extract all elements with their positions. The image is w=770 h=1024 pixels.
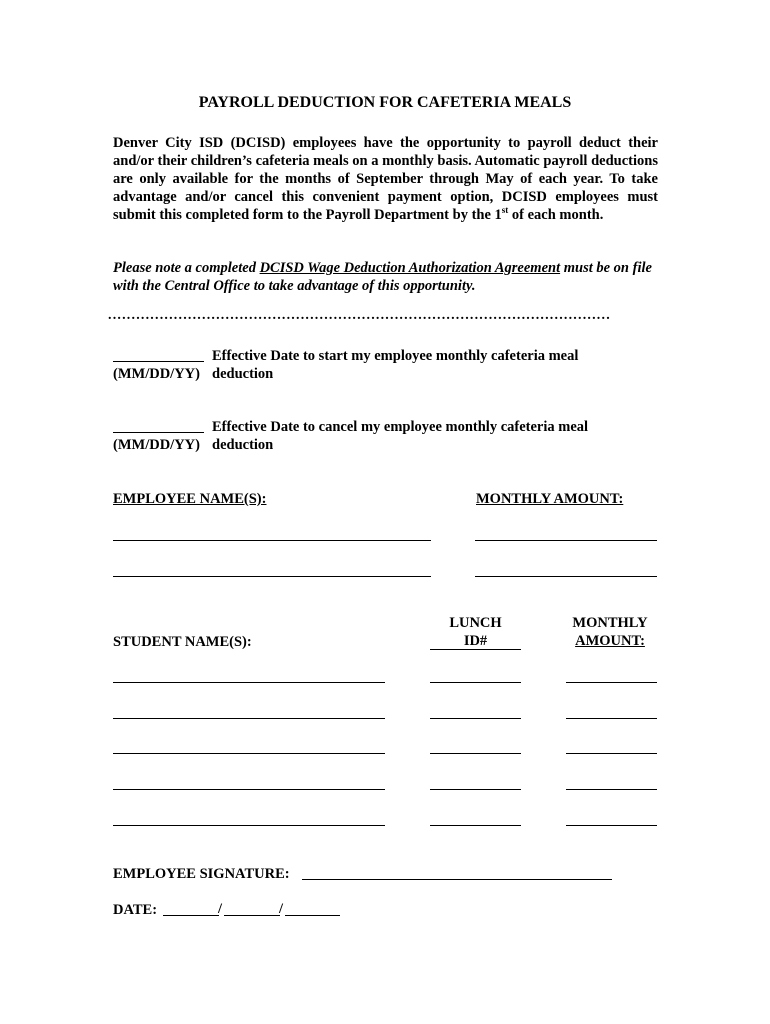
student-name-field-2[interactable] <box>113 718 385 719</box>
employee-name-header: EMPLOYEE NAME(S): <box>113 491 267 507</box>
lunch-id-field-2[interactable] <box>430 718 521 719</box>
note-text-end: must be on file with the Central Office to take advantage of this opportunity. <box>113 260 652 294</box>
start-date-field[interactable] <box>113 361 204 362</box>
start-date-label-cont: deduction <box>212 366 274 382</box>
student-amount-header-line2: AMOUNT: <box>575 633 645 649</box>
lunch-id-field-4[interactable] <box>430 789 521 790</box>
student-name-field-1[interactable] <box>113 682 385 683</box>
student-name-header: STUDENT NAME(S): <box>113 634 252 650</box>
cancel-date-format: (MM/DD/YY) <box>113 437 200 453</box>
employee-name-field-2[interactable] <box>113 576 431 577</box>
student-amount-field-3[interactable] <box>566 753 657 754</box>
lunch-id-header <box>430 632 521 650</box>
student-name-field-4[interactable] <box>113 789 385 790</box>
note-paragraph <box>113 259 658 295</box>
student-amount-field-2[interactable] <box>566 718 657 719</box>
student-name-field-5[interactable] <box>113 825 385 826</box>
start-date-format: (MM/DD/YY) <box>113 366 200 382</box>
wage-agreement-reference: DCISD Wage Deduction Authorization Agreement <box>259 260 561 276</box>
student-amount-field-4[interactable] <box>566 789 657 790</box>
lunch-id-field-1[interactable] <box>430 682 521 683</box>
date-separator-1: / <box>218 901 223 917</box>
employee-amount-field-1[interactable] <box>475 540 657 541</box>
date-label: DATE: <box>113 902 158 918</box>
cancel-date-label-cont: deduction <box>212 437 274 453</box>
dotted-divider: ........................................................................................................... <box>108 308 611 323</box>
lunch-id-field-5[interactable] <box>430 825 521 826</box>
student-amount-field-5[interactable] <box>566 825 657 826</box>
intro-text: Denver City ISD (DCISD) employees have the opportunity to payroll deduct their and/or their children’s cafeteria meals on a monthly basis. Automatic payroll deductions are only available for the months of September through May of each year. To take advantage and/or cancel this convenient payment option, DCISD employees must submit this completed form to the Payroll Department by the 1 <box>113 135 658 223</box>
student-amount-header-line1: MONTHLY <box>572 615 648 631</box>
note-text: Please note a completed <box>113 260 260 276</box>
intro-paragraph <box>113 134 658 224</box>
signature-field[interactable] <box>302 879 612 880</box>
intro-text-end: of each month. <box>508 207 604 223</box>
date-separator-2: / <box>279 901 284 917</box>
employee-amount-field-2[interactable] <box>475 576 657 577</box>
page-title: PAYROLL DEDUCTION FOR CAFETERIA MEALS <box>198 94 572 111</box>
lunch-id-header-label: ID# <box>430 633 521 650</box>
student-name-field-3[interactable] <box>113 753 385 754</box>
cancel-date-label: Effective Date to cancel my employee monthly cafeteria meal <box>212 419 589 435</box>
lunch-id-field-3[interactable] <box>430 753 521 754</box>
date-day-field[interactable] <box>224 915 280 916</box>
employee-name-field-1[interactable] <box>113 540 431 541</box>
date-year-field[interactable] <box>285 915 340 916</box>
cancel-date-field[interactable] <box>113 432 204 433</box>
employee-amount-header: MONTHLY AMOUNT: <box>476 491 624 507</box>
date-month-field[interactable] <box>163 915 219 916</box>
start-date-label: Effective Date to start my employee monthly cafeteria meal <box>212 348 579 364</box>
lunch-header: LUNCH <box>449 615 502 631</box>
intro-superscript: st <box>501 205 509 216</box>
signature-label: EMPLOYEE SIGNATURE: <box>113 866 290 882</box>
student-amount-field-1[interactable] <box>566 682 657 683</box>
